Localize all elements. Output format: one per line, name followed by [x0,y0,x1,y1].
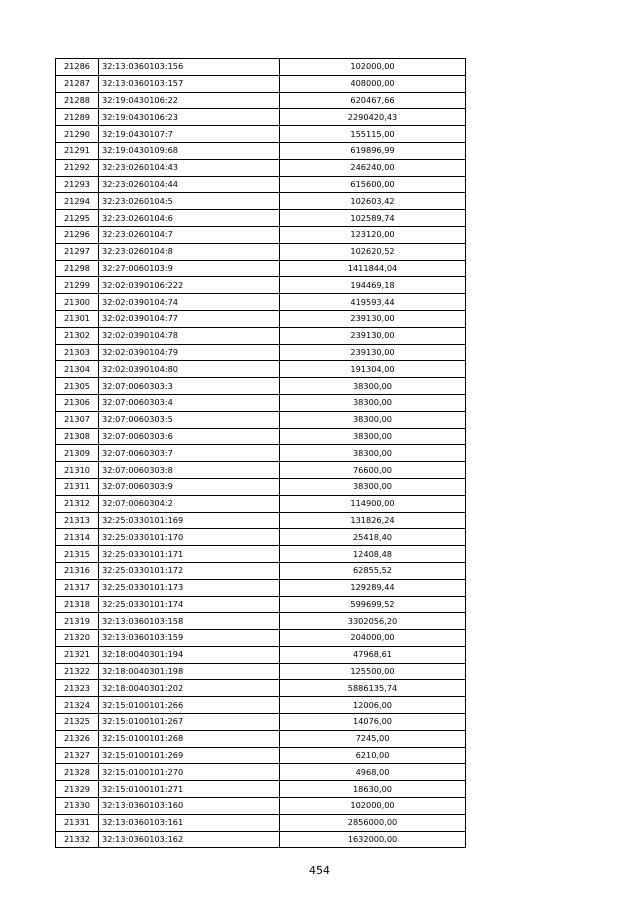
value-cell: 131826,24 [280,512,466,529]
table-row [56,226,466,243]
table-row [56,394,466,411]
row-number-cell: 21297 [56,243,99,260]
row-number-cell: 21325 [56,714,99,731]
row-number-cell: 21330 [56,798,99,815]
cadastral-number-cell: 32:02:0390104:80 [99,361,280,378]
table-row [56,730,466,747]
table-row [56,798,466,815]
row-number-cell: 21301 [56,310,99,327]
row-number-cell: 21314 [56,529,99,546]
table-row [56,814,466,831]
value-cell: 615600,00 [280,176,466,193]
value-cell: 123120,00 [280,226,466,243]
table-row [56,361,466,378]
row-number-cell: 21308 [56,428,99,445]
cadastral-value-table [55,58,466,848]
value-cell: 18630,00 [280,781,466,798]
row-number-cell: 21310 [56,462,99,479]
row-number-cell: 21318 [56,596,99,613]
row-number-cell: 21311 [56,478,99,495]
row-number-cell: 21326 [56,730,99,747]
value-cell: 246240,00 [280,159,466,176]
table-row [56,714,466,731]
value-cell: 12408,48 [280,546,466,563]
cadastral-number-cell: 32:23:0260104:7 [99,226,280,243]
row-number-cell: 21296 [56,226,99,243]
row-number-cell: 21327 [56,747,99,764]
cadastral-number-cell: 32:07:0060303:8 [99,462,280,479]
value-cell: 194469,18 [280,277,466,294]
table-row [56,243,466,260]
value-cell: 419593,44 [280,294,466,311]
value-cell: 25418,40 [280,529,466,546]
value-cell: 239130,00 [280,327,466,344]
page-number: 454 [309,864,330,877]
table-row [56,462,466,479]
cadastral-number-cell: 32:23:0260104:44 [99,176,280,193]
row-number-cell: 21315 [56,546,99,563]
cadastral-number-cell: 32:23:0260104:6 [99,210,280,227]
value-cell: 12006,00 [280,697,466,714]
value-cell: 620467,66 [280,92,466,109]
table-row [56,764,466,781]
row-number-cell: 21319 [56,613,99,630]
table-row [56,378,466,395]
cadastral-number-cell: 32:13:0360103:159 [99,630,280,647]
cadastral-number-cell: 32:15:0100101:271 [99,781,280,798]
row-number-cell: 21298 [56,260,99,277]
cadastral-number-cell: 32:13:0360103:161 [99,814,280,831]
value-cell: 619896,99 [280,142,466,159]
table-row [56,193,466,210]
value-cell: 239130,00 [280,344,466,361]
row-number-cell: 21305 [56,378,99,395]
value-cell: 102000,00 [280,798,466,815]
cadastral-number-cell: 32:07:0060303:4 [99,394,280,411]
table-row [56,159,466,176]
cadastral-number-cell: 32:19:0430106:22 [99,92,280,109]
row-number-cell: 21287 [56,75,99,92]
row-number-cell: 21324 [56,697,99,714]
value-cell: 47968,61 [280,646,466,663]
row-number-cell: 21332 [56,831,99,848]
value-cell: 102589,74 [280,210,466,227]
value-cell: 6210,00 [280,747,466,764]
row-number-cell: 21300 [56,294,99,311]
table-row [56,327,466,344]
cadastral-number-cell: 32:25:0330101:173 [99,579,280,596]
row-number-cell: 21292 [56,159,99,176]
value-cell: 129289,44 [280,579,466,596]
value-cell: 2290420,43 [280,109,466,126]
value-cell: 102620,52 [280,243,466,260]
value-cell: 38300,00 [280,378,466,395]
row-number-cell: 21293 [56,176,99,193]
cadastral-number-cell: 32:13:0360103:157 [99,75,280,92]
value-cell: 5886135,74 [280,680,466,697]
row-number-cell: 21320 [56,630,99,647]
cadastral-number-cell: 32:13:0360103:156 [99,59,280,76]
row-number-cell: 21286 [56,59,99,76]
value-cell: 1632000,00 [280,831,466,848]
row-number-cell: 21302 [56,327,99,344]
cadastral-number-cell: 32:15:0100101:268 [99,730,280,747]
cadastral-number-cell: 32:02:0390106:222 [99,277,280,294]
cadastral-number-cell: 32:02:0390104:77 [99,310,280,327]
cadastral-number-cell: 32:18:0040301:194 [99,646,280,663]
cadastral-number-cell: 32:07:0060303:3 [99,378,280,395]
table-row [56,831,466,848]
table-row [56,294,466,311]
value-cell: 38300,00 [280,445,466,462]
table-row [56,109,466,126]
cadastral-number-cell: 32:15:0100101:270 [99,764,280,781]
value-cell: 7245,00 [280,730,466,747]
table-row [56,428,466,445]
table-row [56,59,466,76]
value-cell: 38300,00 [280,411,466,428]
cadastral-number-cell: 32:07:0060303:5 [99,411,280,428]
table-row [56,663,466,680]
table-row [56,310,466,327]
value-cell: 38300,00 [280,394,466,411]
table-row [56,613,466,630]
table-row [56,126,466,143]
table-row [56,176,466,193]
value-cell: 102603,42 [280,193,466,210]
value-cell: 14076,00 [280,714,466,731]
row-number-cell: 21312 [56,495,99,512]
table-row [56,142,466,159]
value-cell: 408000,00 [280,75,466,92]
cadastral-number-cell: 32:25:0330101:169 [99,512,280,529]
cadastral-number-cell: 32:25:0330101:171 [99,546,280,563]
value-cell: 114900,00 [280,495,466,512]
table-row [56,781,466,798]
cadastral-number-cell: 32:19:0430107:7 [99,126,280,143]
table-row [56,630,466,647]
cadastral-number-cell: 32:13:0360103:162 [99,831,280,848]
cadastral-number-cell: 32:19:0430109:68 [99,142,280,159]
row-number-cell: 21322 [56,663,99,680]
cadastral-number-cell: 32:07:0060303:7 [99,445,280,462]
table-row [56,579,466,596]
row-number-cell: 21328 [56,764,99,781]
table-row [56,680,466,697]
cadastral-number-cell: 32:13:0360103:158 [99,613,280,630]
table-row [56,75,466,92]
value-cell: 102000,00 [280,59,466,76]
value-cell: 2856000,00 [280,814,466,831]
value-cell: 599699,52 [280,596,466,613]
value-cell: 76600,00 [280,462,466,479]
table-row [56,596,466,613]
table-row [56,697,466,714]
cadastral-number-cell: 32:02:0390104:74 [99,294,280,311]
table-row [56,277,466,294]
cadastral-number-cell: 32:07:0060304:2 [99,495,280,512]
table-row [56,260,466,277]
row-number-cell: 21288 [56,92,99,109]
value-cell: 3302056,20 [280,613,466,630]
table-row [56,512,466,529]
cadastral-number-cell: 32:25:0330101:174 [99,596,280,613]
cadastral-number-cell: 32:13:0360103:160 [99,798,280,815]
table-row [56,210,466,227]
row-number-cell: 21316 [56,562,99,579]
table-row [56,92,466,109]
row-number-cell: 21323 [56,680,99,697]
value-cell: 155115,00 [280,126,466,143]
value-cell: 1411844,04 [280,260,466,277]
cadastral-number-cell: 32:23:0260104:8 [99,243,280,260]
cadastral-number-cell: 32:07:0060303:9 [99,478,280,495]
table-row [56,646,466,663]
row-number-cell: 21295 [56,210,99,227]
table-row [56,344,466,361]
row-number-cell: 21290 [56,126,99,143]
value-cell: 4968,00 [280,764,466,781]
value-cell: 38300,00 [280,478,466,495]
value-cell: 204000,00 [280,630,466,647]
row-number-cell: 21313 [56,512,99,529]
cadastral-number-cell: 32:19:0430106:23 [99,109,280,126]
row-number-cell: 21289 [56,109,99,126]
value-cell: 38300,00 [280,428,466,445]
row-number-cell: 21309 [56,445,99,462]
value-cell: 191304,00 [280,361,466,378]
cadastral-number-cell: 32:15:0100101:267 [99,714,280,731]
cadastral-number-cell: 32:23:0260104:43 [99,159,280,176]
cadastral-number-cell: 32:25:0330101:172 [99,562,280,579]
row-number-cell: 21291 [56,142,99,159]
cadastral-number-cell: 32:02:0390104:78 [99,327,280,344]
cadastral-number-cell: 32:07:0060303:6 [99,428,280,445]
row-number-cell: 21331 [56,814,99,831]
cadastral-number-cell: 32:15:0100101:266 [99,697,280,714]
table-row [56,411,466,428]
cadastral-number-cell: 32:27:0060103:9 [99,260,280,277]
table-body [56,59,466,848]
row-number-cell: 21294 [56,193,99,210]
cadastral-number-cell: 32:15:0100101:269 [99,747,280,764]
row-number-cell: 21317 [56,579,99,596]
table-row [56,747,466,764]
cadastral-number-cell: 32:25:0330101:170 [99,529,280,546]
row-number-cell: 21304 [56,361,99,378]
cadastral-number-cell: 32:02:0390104:79 [99,344,280,361]
row-number-cell: 21329 [56,781,99,798]
row-number-cell: 21307 [56,411,99,428]
value-cell: 125500,00 [280,663,466,680]
row-number-cell: 21303 [56,344,99,361]
cadastral-number-cell: 32:18:0040301:202 [99,680,280,697]
table-row [56,529,466,546]
row-number-cell: 21306 [56,394,99,411]
table-row [56,546,466,563]
table-row [56,495,466,512]
table-row [56,478,466,495]
table-row [56,562,466,579]
cadastral-number-cell: 32:23:0260104:5 [99,193,280,210]
row-number-cell: 21299 [56,277,99,294]
value-cell: 62855,52 [280,562,466,579]
table-row [56,445,466,462]
value-cell: 239130,00 [280,310,466,327]
cadastral-number-cell: 32:18:0040301:198 [99,663,280,680]
row-number-cell: 21321 [56,646,99,663]
